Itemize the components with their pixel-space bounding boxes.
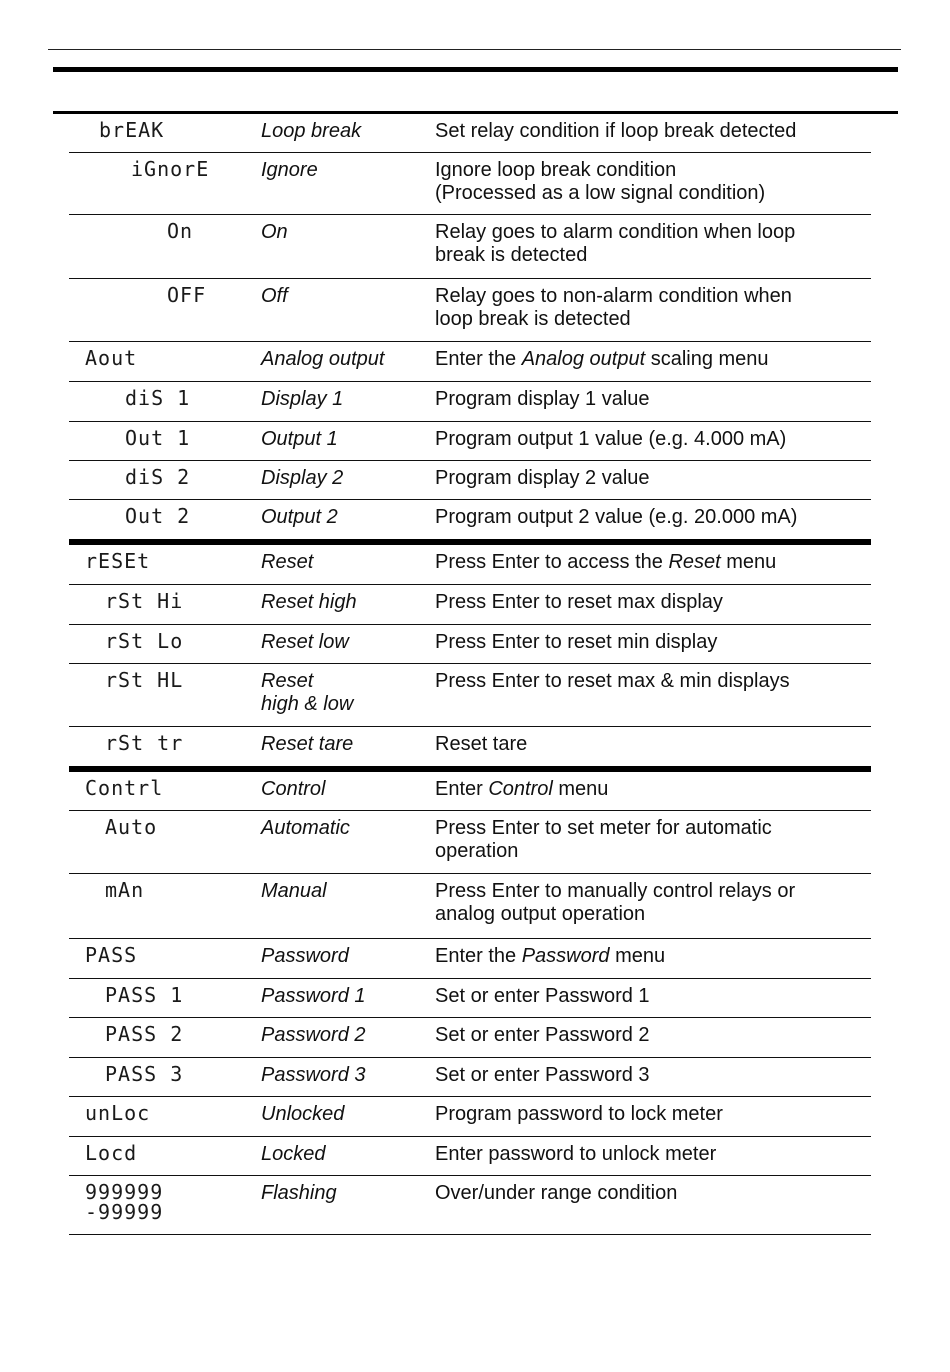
display-code: OFF [167,283,207,307]
parameter-name: Password 1 [261,985,366,1007]
description [435,388,865,411]
display-code: PASS 2 [105,1022,184,1046]
description-text: menu [720,551,777,573]
table-row [69,979,871,1018]
description-line: Set relay condition if loop break detected [435,120,797,142]
description [435,506,865,529]
description [435,1143,865,1166]
description-text: Enter [435,778,489,800]
display-code: diS 2 [125,465,191,489]
table-row [69,153,871,215]
table-row [69,382,871,422]
description [435,348,865,371]
table-row [69,625,871,664]
parameter-name: Automatic [261,817,350,839]
table-row [69,422,871,461]
description [435,159,865,205]
description-emphasis: Reset [668,551,721,573]
description [435,945,865,968]
display-code: diS 1 [125,386,191,410]
display-code: rSt HL [105,668,184,692]
display-code: unLoc [85,1101,151,1125]
description-line: Press Enter to set meter for automatic [435,817,772,839]
display-code: Contrl [85,776,164,800]
table-row [69,1176,871,1235]
parameter-name: Reset high & low [261,670,354,715]
display-code: mAn [105,878,145,902]
display-code: On [167,219,194,243]
description-line: Program output 2 value (e.g. 20.000 mA) [435,506,798,528]
parameter-name: Password [261,945,349,967]
description [435,817,865,863]
description [435,670,865,693]
description-line: Enter password to unlock meter [435,1143,717,1165]
description [435,880,865,926]
parameter-name: Unlocked [261,1103,345,1125]
description-line: Press Enter to reset max & min displays [435,670,790,692]
description-line: Ignore loop break condition [435,159,677,181]
description-line: analog output operation [435,903,646,925]
table-row [69,811,871,874]
parameter-name: Manual [261,880,327,902]
display-code: brEAK [99,118,165,142]
table-row [69,874,871,939]
description [435,778,865,801]
display-code: Auto [105,815,158,839]
description-line: loop break is detected [435,308,631,330]
parameter-name: Off [261,285,288,307]
parameter-name: On [261,221,288,243]
table-row [69,1018,871,1058]
description [435,467,865,490]
table-row [69,545,871,585]
description-emphasis: Control [488,778,553,800]
description [435,551,865,574]
display-code: rSt tr [105,731,184,755]
parameter-name: Password 3 [261,1064,366,1086]
table-row [69,664,871,727]
table-row [69,585,871,625]
description-emphasis: Analog output [521,348,646,370]
description-line: Set or enter Password 1 [435,985,650,1007]
description [435,1182,865,1205]
parameter-name: Output 1 [261,428,338,450]
display-code: Out 2 [125,504,191,528]
table-row [69,342,871,382]
parameter-name: Control [261,778,326,800]
description-line: Press Enter to reset min display [435,631,718,653]
description [435,591,865,614]
header-thin-rule [48,49,901,50]
display-code: rSt Lo [105,629,184,653]
description-line: Relay goes to non-alarm condition when [435,285,792,307]
description [435,733,865,756]
description [435,428,865,451]
description-line: Program output 1 value (e.g. 4.000 mA) [435,428,787,450]
table-row [69,500,871,545]
parameter-name: Display 1 [261,388,344,410]
table-row [69,772,871,811]
header-thick-rule [53,67,898,72]
description-line: (Processed as a low signal condition) [435,182,766,204]
parameter-name: Reset low [261,631,349,653]
display-code: 999999 -99999 [85,1180,164,1224]
description-emphasis: Password [521,945,610,967]
description [435,221,865,267]
description-line: Press Enter to reset max display [435,591,723,613]
description-text: menu [609,945,666,967]
description [435,1064,865,1087]
description-line: Set or enter Password 2 [435,1024,650,1046]
table-row [69,1058,871,1097]
description-line: Program password to lock meter [435,1103,723,1125]
table-row [69,1097,871,1137]
description-text: Enter the [435,348,522,370]
description-text: scaling menu [645,348,769,370]
description [435,1103,865,1126]
parameter-name: Reset tare [261,733,354,755]
display-code: iGnorE [131,157,210,181]
menu-table [69,114,871,1235]
display-code: Out 1 [125,426,191,450]
display-code: PASS 1 [105,983,184,1007]
table-row [69,939,871,979]
description-line: Over/under range condition [435,1182,678,1204]
parameter-name: Analog output [261,348,385,370]
description-line: Relay goes to alarm condition when loop [435,221,796,243]
description [435,985,865,1008]
display-code: rESEt [85,549,151,573]
parameter-name: Loop break [261,120,362,142]
description [435,1024,865,1047]
table-row [69,727,871,772]
display-code: PASS [85,943,138,967]
parameter-name: Flashing [261,1182,337,1204]
display-code: rSt Hi [105,589,184,613]
display-code: PASS 3 [105,1062,184,1086]
parameter-name: Display 2 [261,467,344,489]
description-text: Press Enter to access the [435,551,669,573]
description-line: operation [435,840,519,862]
description-line: Program display 1 value [435,388,650,410]
description-line: break is detected [435,244,588,266]
display-code: Locd [85,1141,138,1165]
description-text: Enter the [435,945,522,967]
table-row [69,461,871,500]
table-row [69,114,871,153]
parameter-name: Ignore [261,159,318,181]
description-line: Reset tare [435,733,528,755]
description-text: menu [552,778,609,800]
display-code: Aout [85,346,138,370]
description [435,631,865,654]
parameter-name: Output 2 [261,506,338,528]
description-line: Program display 2 value [435,467,650,489]
table-row [69,279,871,342]
description-line: Press Enter to manually control relays or [435,880,796,902]
table-row [69,1137,871,1176]
parameter-name: Locked [261,1143,326,1165]
description-line: Set or enter Password 3 [435,1064,650,1086]
description [435,120,865,143]
parameter-name: Reset high [261,591,357,613]
description [435,285,865,331]
parameter-name: Password 2 [261,1024,366,1046]
table-row [69,215,871,279]
parameter-name: Reset [261,551,314,573]
